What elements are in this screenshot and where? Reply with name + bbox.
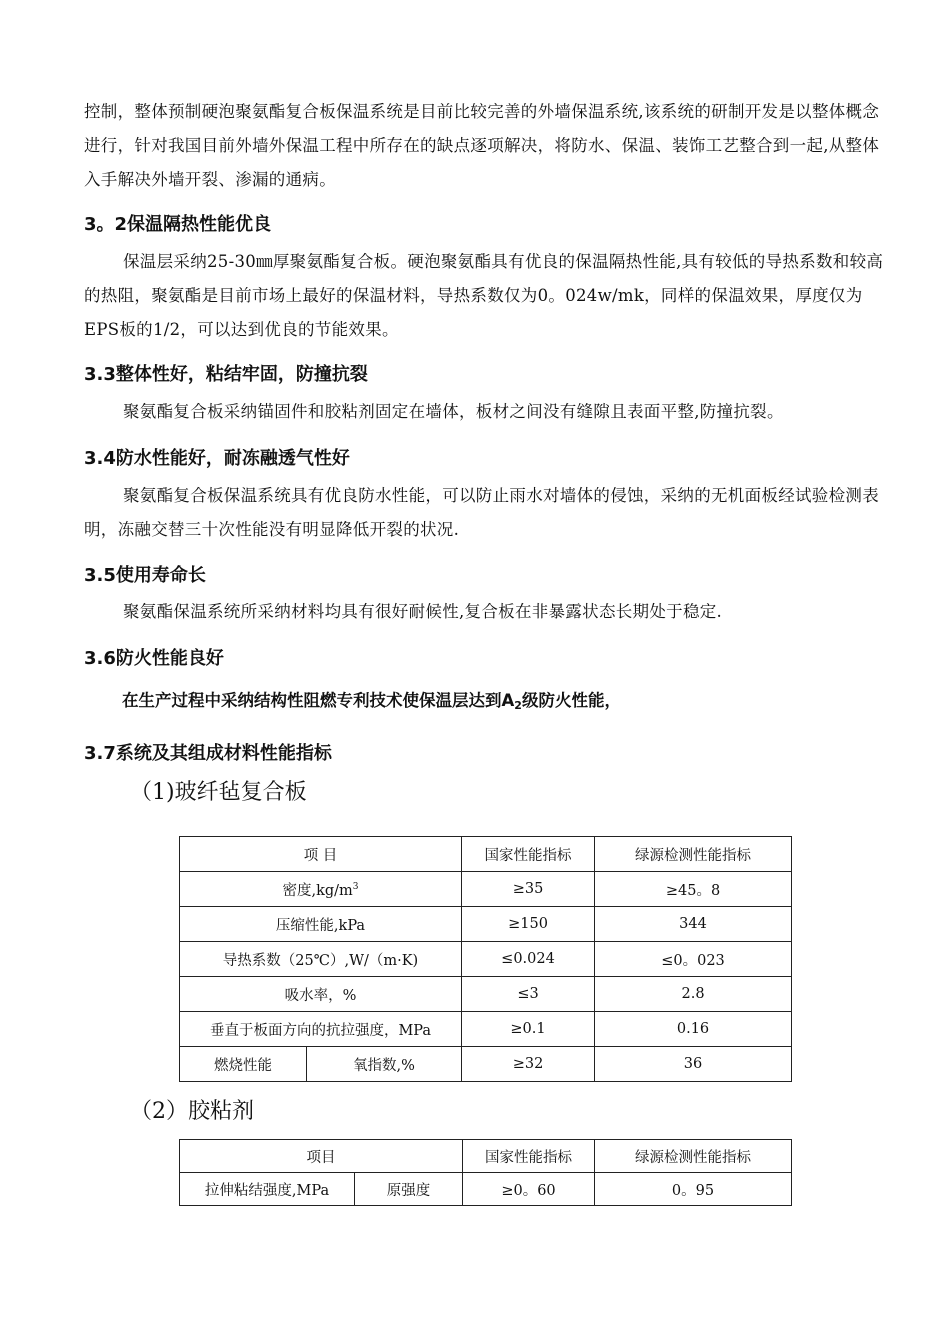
header-test: 绿源检测性能指标 <box>595 837 792 872</box>
row-item: 原强度 <box>355 1173 463 1206</box>
row-test: ≥45。8 <box>595 872 792 907</box>
row-item: 吸水率，% <box>180 977 462 1012</box>
row-group: 拉伸粘结强度,MPa <box>180 1173 355 1206</box>
section-3-7-heading: 3.7系统及其组成材料性能指标 <box>84 743 332 764</box>
row-item: 密度$,kg/m^3$ <box>180 872 462 907</box>
row-national: ≤3 <box>462 977 595 1012</box>
fire-class-subscript: 2 <box>514 699 522 712</box>
adhesive-table <box>179 1139 792 1206</box>
row-test: 344 <box>595 907 792 942</box>
table-row <box>180 942 792 977</box>
row-national: ≥150 <box>462 907 595 942</box>
table-row <box>180 977 792 1012</box>
header-national: 国家性能指标 <box>462 837 595 872</box>
row-national: ≥32 <box>462 1047 595 1082</box>
row-test: 0.16 <box>595 1012 792 1047</box>
intro-paragraph: 控制，整体预制硬泡聚氨酯复合板保温系统是目前比较完善的外墙保温系统,该系统的研制开发是以整体概念进行，针对我国目前外墙外保温工程中所存在的缺点逐项解决，将防水、保温、装饰工艺整合到一起,从整体入手解决外墙开裂、渗漏的通病。 <box>84 102 880 189</box>
row-item: 氧指数,% <box>307 1047 462 1082</box>
section-3-2-text: 保温层采纳25-30㎜厚聚氨酯复合板。硬泡聚氨酯具有优良的保温隔热性能,具有较低的导热系数和较高的热阻，聚氨酯是目前市场上最好的保温材料，导热系数仅为0。024w/mk，同样的保温效果，厚度仅为EPS板的1/2，可以达到优良的节能效果。 <box>84 252 884 339</box>
table-row <box>180 1012 792 1047</box>
row-test: ≤0。023 <box>595 942 792 977</box>
row-group: 燃烧性能 <box>180 1047 307 1082</box>
section-3-2-heading: 3。2保温隔热性能优良 <box>84 214 272 235</box>
table1-title: （1)玻纤毡复合板 <box>130 780 307 805</box>
table-header-row <box>180 1140 792 1173</box>
table-row <box>180 872 792 907</box>
section-3-4-text: 聚氨酯复合板保温系统具有优良防水性能，可以防止雨水对墙体的侵蚀，采纳的无机面板经试验检测表明，冻融交替三十次性能没有明显降低开裂的状况. <box>84 486 879 539</box>
header-item: 项 目 <box>180 837 462 872</box>
row-national: ≥0.1 <box>462 1012 595 1047</box>
section-3-6-heading: 3.6防火性能良好 <box>84 648 224 669</box>
row-national: ≥0。60 <box>463 1173 595 1206</box>
table-row <box>180 1047 792 1082</box>
row-item: 导热系数（25℃）,W/（m·K) <box>180 942 462 977</box>
header-national: 国家性能指标 <box>463 1140 595 1173</box>
row-item: 压缩性能,kPa <box>180 907 462 942</box>
row-test: 0。95 <box>595 1173 792 1206</box>
fiberglass-board-table <box>179 836 792 1082</box>
section-3-3-text: 聚氨酯复合板采纳锚固件和胶粘剂固定在墙体，板材之间没有缝隙且表面平整,防撞抗裂。 <box>123 402 784 421</box>
section-3-4-heading: 3.4防水性能好，耐冻融透气性好 <box>84 448 350 469</box>
fire-text-a: 在生产过程中采纳结构性阻燃专利技术使保温层达到A <box>122 691 515 710</box>
row-national: ≥35 <box>462 872 595 907</box>
header-test: 绿源检测性能指标 <box>595 1140 792 1173</box>
row-item: 垂直于板面方向的抗拉强度，MPa <box>180 1012 462 1047</box>
row-test: 2.8 <box>595 977 792 1012</box>
section-3-3-heading: 3.3整体性好，粘结牢固，防撞抗裂 <box>84 364 368 385</box>
table-row <box>180 907 792 942</box>
row-test: 36 <box>595 1047 792 1082</box>
header-item: 项目 <box>180 1140 463 1173</box>
table-row <box>180 1173 792 1206</box>
fire-text-b: 级防火性能， <box>521 691 621 710</box>
section-3-5-text: 聚氨酯保温系统所采纳材料均具有很好耐候性,复合板在非暴露状态长期处于稳定. <box>123 602 723 621</box>
section-3-6-text <box>122 688 621 719</box>
table2-title: （2）胶粘剂 <box>130 1099 254 1124</box>
table-header-row <box>180 837 792 872</box>
row-national: ≤0.024 <box>462 942 595 977</box>
section-3-5-heading: 3.5使用寿命长 <box>84 565 206 586</box>
